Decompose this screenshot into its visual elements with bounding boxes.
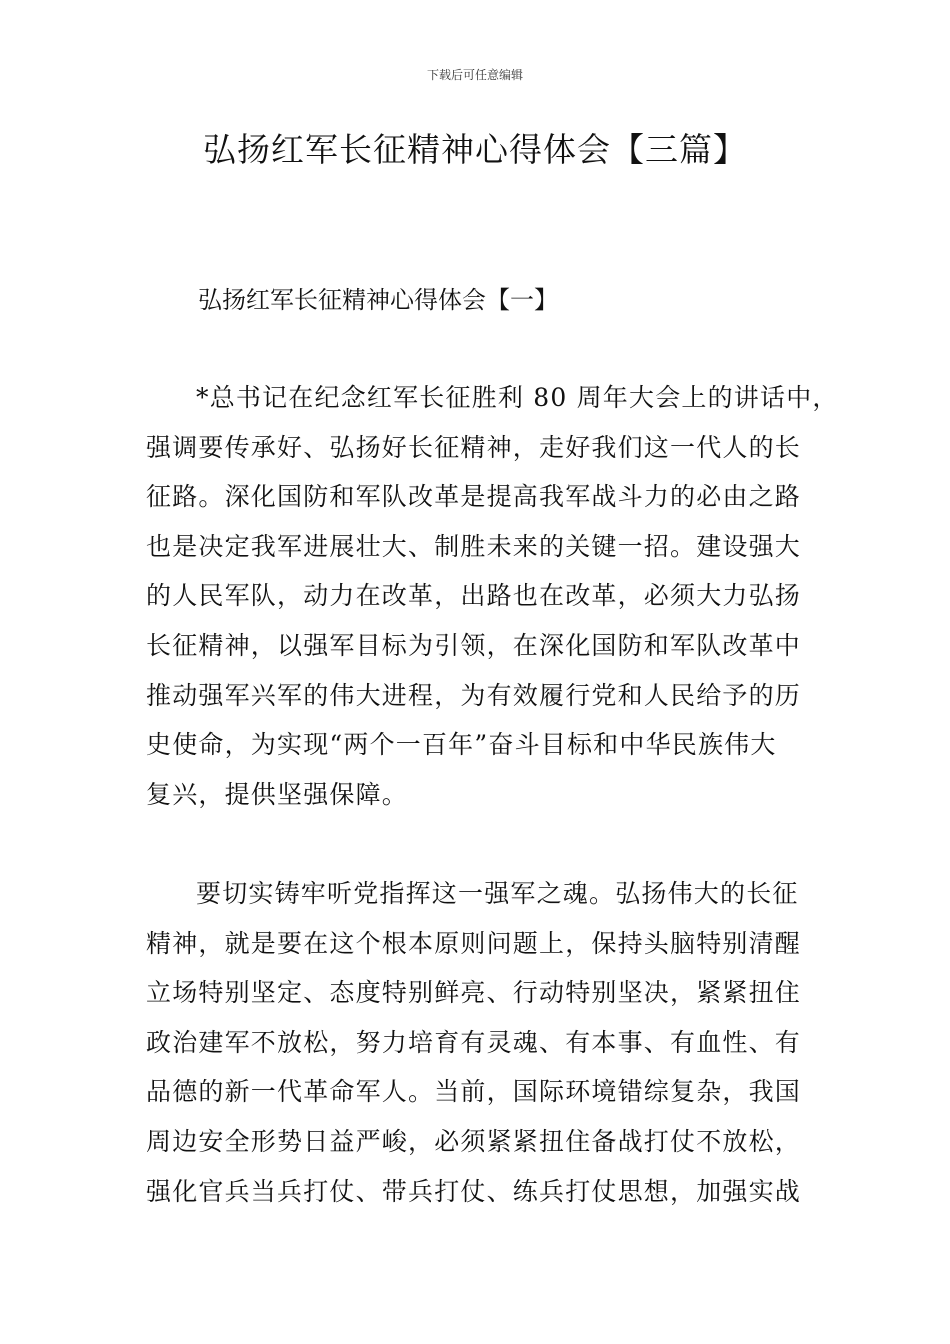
- paragraph-line: *总书记在纪念红军长征胜利 80 周年大会上的讲话中，: [196, 383, 839, 412]
- paragraph-line: 也是决定我军进展壮大、制胜未来的关键一招。建设强大: [146, 531, 802, 561]
- paragraph-line: 强调要传承好、弘扬好长征精神，走好我们这一代人的长: [146, 432, 802, 462]
- paragraph-line: 政治建军不放松，努力培育有灵魂、有本事、有血性、有: [146, 1027, 802, 1057]
- paragraph-line: 复兴，提供坚强保障。: [146, 779, 409, 809]
- paragraph-line: 推动强军兴军的伟大进程，为有效履行党和人民给予的历: [146, 680, 802, 710]
- paragraph-line: 要切实铸牢听党指挥这一强军之魂。弘扬伟大的长征: [196, 879, 799, 908]
- document-title: 弘扬红军长征精神心得体会【三篇】: [203, 130, 747, 169]
- paragraph-line: 品德的新一代革命军人。当前，国际环境错综复杂，我国: [146, 1077, 802, 1107]
- paragraph-1: [146, 373, 839, 819]
- download-note: 下载后可任意编辑: [426, 68, 523, 82]
- paragraph-line: 长征精神，以强军目标为引领，在深化国防和军队改革中: [146, 630, 802, 660]
- paragraph-line: 的人民军队，动力在改革，出路也在改革，必须大力弘扬: [146, 581, 802, 611]
- paragraph-line: 精神，就是要在这个根本原则问题上，保持头脑特别清醒: [146, 928, 802, 958]
- paragraph-line: 史使命，为实现“两个一百年”奋斗目标和中华民族伟大: [146, 730, 777, 760]
- paragraph-line: 征路。深化国防和军队改革是提高我军战斗力的必由之路: [146, 482, 802, 512]
- paragraph-line: 强化官兵当兵打仗、带兵打仗、练兵打仗思想，加强实战: [146, 1176, 802, 1206]
- paragraph-line: 周边安全形势日益严峻，必须紧紧扭住备战打仗不放松，: [146, 1126, 802, 1156]
- paragraph-line: 立场特别坚定、态度特别鲜亮、行动特别坚决，紧紧扭住: [146, 978, 802, 1008]
- paragraph-2: [146, 869, 811, 1216]
- section-heading: 弘扬红军长征精神心得体会【一】: [198, 286, 558, 314]
